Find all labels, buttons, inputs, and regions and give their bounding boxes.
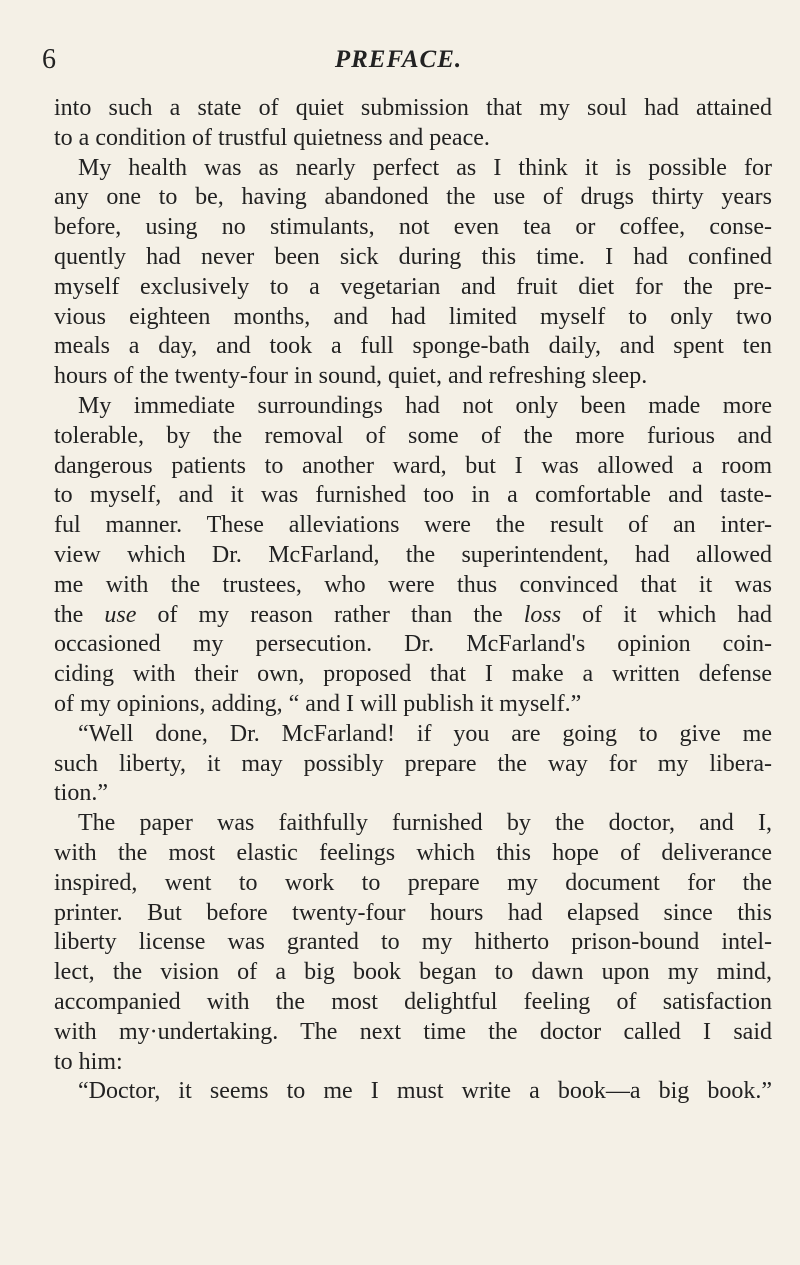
text-line: hours of the twenty-four in sound, quiet, and refreshing sleep. [54, 363, 648, 390]
text-line: meals a day, and took a full sponge-bath daily, and spent ten [54, 333, 772, 360]
text-line: tion.” [54, 780, 108, 807]
running-title: PREFACE. [334, 46, 463, 73]
text-line: tolerable, by the removal of some of the more furious and [54, 422, 772, 449]
text-line: the use of my reason rather than the loss of it which had [54, 601, 772, 628]
page-number: 6 [42, 44, 56, 75]
text-line: The paper was faithfully furnished by the doctor, and I, [78, 810, 772, 837]
text-line: me with the trustees, who were thus convinced that it was [54, 571, 772, 598]
text-line: lect, the vision of a big book began to dawn upon my mind, [54, 959, 772, 986]
text-line: to myself, and it was furnished too in a comfortable and taste- [54, 482, 772, 509]
text-line: quently had never been sick during this time. I had confined [54, 243, 772, 270]
text-line: My immediate surroundings had not only been made more [78, 392, 772, 419]
text-line: “Well done, Dr. McFarland! if you are going to give me [78, 720, 772, 747]
page-header [42, 40, 755, 80]
text-line: with my·undertaking. The next time the doctor called I said [54, 1018, 772, 1045]
text-line: accompanied with the most delightful feeling of satisfaction [54, 988, 772, 1015]
text-line: any one to be, having abandoned the use of drugs thirty years [54, 184, 772, 211]
text-line: to him: [54, 1048, 123, 1075]
text-line: vious eighteen months, and had limited myself to only two [54, 303, 772, 330]
text-line: “Doctor, it seems to me I must write a book—a big book.” [78, 1078, 772, 1105]
text-line: to a condition of trustful quietness and peace. [54, 124, 490, 151]
text-line: before, using no stimulants, not even tea or coffee, conse- [54, 214, 772, 241]
text-line: ful manner. These alleviations were the result of an inter- [54, 512, 772, 539]
text-line: dangerous patients to another ward, but I was allowed a room [54, 452, 772, 479]
text-line: ciding with their own, proposed that I make a written defense [54, 661, 772, 688]
text-line: occasioned my persecution. Dr. McFarland's opinion coin- [54, 631, 772, 658]
text-line: myself exclusively to a vegetarian and fruit diet for the pre- [54, 273, 772, 300]
text-line: such liberty, it may possibly prepare the way for my libera- [54, 750, 772, 777]
text-line: printer. But before twenty-four hours had elapsed since this [54, 899, 772, 926]
text-line: view which Dr. McFarland, the superintendent, had allowed [54, 541, 772, 568]
text-line: into such a state of quiet submission that my soul had attained [54, 95, 772, 121]
text-line: of my opinions, adding, “ and I will publish it myself.” [54, 690, 582, 717]
text-line: My health was as nearly perfect as I think it is possible for [78, 154, 772, 181]
text-line: with the most elastic feelings which this hope of deliverance [54, 839, 772, 866]
text-line: inspired, went to work to prepare my document for the [54, 869, 772, 896]
text-line: liberty license was granted to my hitherto prison-bound intel- [54, 929, 772, 956]
body-text [54, 94, 772, 1107]
